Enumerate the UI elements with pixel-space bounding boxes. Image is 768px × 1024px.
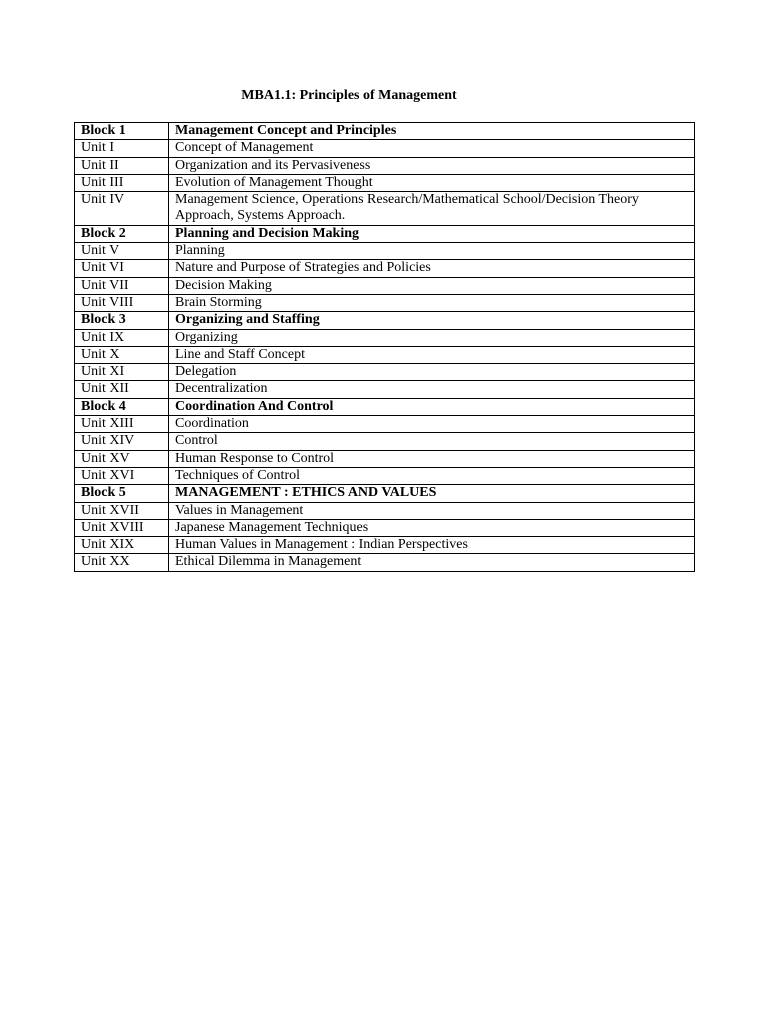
unit-title: Organizing <box>169 329 695 346</box>
unit-row <box>75 381 695 398</box>
unit-row <box>75 140 695 157</box>
block-title: MANAGEMENT : ETHICS AND VALUES <box>169 485 695 502</box>
block-row <box>75 225 695 242</box>
block-label: Block 4 <box>75 398 169 415</box>
unit-row <box>75 157 695 174</box>
unit-title: Japanese Management Techniques <box>169 519 695 536</box>
unit-label: Unit I <box>75 140 169 157</box>
unit-row <box>75 243 695 260</box>
unit-label: Unit XIV <box>75 433 169 450</box>
block-title: Management Concept and Principles <box>169 123 695 140</box>
unit-label: Unit II <box>75 157 169 174</box>
unit-title: Human Response to Control <box>169 450 695 467</box>
unit-label: Unit XX <box>75 554 169 571</box>
unit-row <box>75 519 695 536</box>
unit-row <box>75 433 695 450</box>
unit-row <box>75 346 695 363</box>
unit-label: Unit VII <box>75 277 169 294</box>
unit-row <box>75 450 695 467</box>
block-label: Block 3 <box>75 312 169 329</box>
unit-title: Values in Management <box>169 502 695 519</box>
unit-label: Unit V <box>75 243 169 260</box>
unit-label: Unit XVII <box>75 502 169 519</box>
unit-label: Unit XI <box>75 364 169 381</box>
unit-title: Ethical Dilemma in Management <box>169 554 695 571</box>
unit-title: Human Values in Management : Indian Perspectives <box>169 537 695 554</box>
syllabus-table-body <box>75 123 695 572</box>
unit-row <box>75 467 695 484</box>
block-row <box>75 398 695 415</box>
unit-title: Concept of Management <box>169 140 695 157</box>
unit-row <box>75 329 695 346</box>
unit-title: Evolution of Management Thought <box>169 174 695 191</box>
unit-title: Brain Storming <box>169 294 695 311</box>
block-title: Coordination And Control <box>169 398 695 415</box>
unit-row <box>75 364 695 381</box>
block-row <box>75 485 695 502</box>
unit-title: Coordination <box>169 416 695 433</box>
unit-row <box>75 294 695 311</box>
block-row <box>75 312 695 329</box>
unit-row <box>75 537 695 554</box>
unit-title: Techniques of Control <box>169 467 695 484</box>
unit-title: Management Science, Operations Research/Mathematical School/Decision Theory Approach, Systems Approach. <box>169 192 695 226</box>
unit-label: Unit XII <box>75 381 169 398</box>
unit-label: Unit VIII <box>75 294 169 311</box>
page-title: MBA1.1: Principles of Management <box>241 88 457 103</box>
unit-title: Organization and its Pervasiveness <box>169 157 695 174</box>
unit-row <box>75 174 695 191</box>
unit-title: Control <box>169 433 695 450</box>
unit-label: Unit XVIII <box>75 519 169 536</box>
unit-label: Unit VI <box>75 260 169 277</box>
unit-label: Unit XIII <box>75 416 169 433</box>
unit-label: Unit III <box>75 174 169 191</box>
block-label: Block 2 <box>75 225 169 242</box>
unit-row <box>75 554 695 571</box>
unit-row <box>75 416 695 433</box>
unit-title: Decision Making <box>169 277 695 294</box>
unit-row <box>75 192 695 226</box>
unit-title: Planning <box>169 243 695 260</box>
unit-title: Line and Staff Concept <box>169 346 695 363</box>
unit-row <box>75 277 695 294</box>
unit-title: Nature and Purpose of Strategies and Policies <box>169 260 695 277</box>
unit-label: Unit X <box>75 346 169 363</box>
block-label: Block 1 <box>75 123 169 140</box>
unit-label: Unit XV <box>75 450 169 467</box>
unit-title: Delegation <box>169 364 695 381</box>
block-title: Organizing and Staffing <box>169 312 695 329</box>
block-row <box>75 123 695 140</box>
block-label: Block 5 <box>75 485 169 502</box>
unit-label: Unit IX <box>75 329 169 346</box>
syllabus-table <box>74 122 695 572</box>
unit-row <box>75 260 695 277</box>
unit-label: Unit XIX <box>75 537 169 554</box>
unit-label: Unit IV <box>75 192 169 226</box>
unit-title: Decentralization <box>169 381 695 398</box>
unit-label: Unit XVI <box>75 467 169 484</box>
unit-row <box>75 502 695 519</box>
block-title: Planning and Decision Making <box>169 225 695 242</box>
